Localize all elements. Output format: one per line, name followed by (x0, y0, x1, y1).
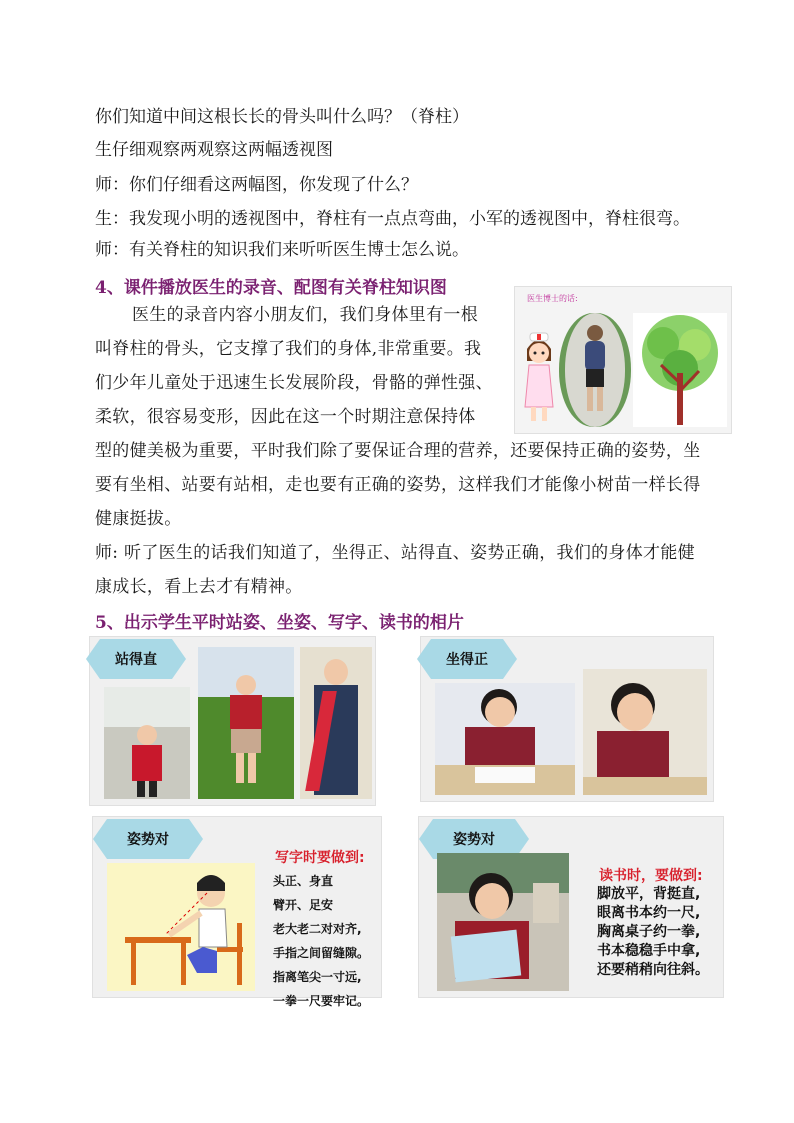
child-photo (559, 313, 631, 427)
panel-sit-upright (420, 636, 714, 802)
tag-label: 姿势对 (453, 832, 495, 848)
text-line-5: 师：有关脊柱的知识我们来听听医生博士怎么说。 (95, 240, 469, 260)
caption-line: 手指之间留缝隙。 (273, 946, 370, 960)
photo-student-standing-2 (198, 647, 294, 799)
caption-line: 老大老二对对齐, (273, 922, 362, 936)
writing-illustration (107, 863, 255, 991)
paragraph-line: 医生的录音内容小朋友们，我们身体里有一根 (132, 305, 478, 325)
section-4-paragraph-long (95, 434, 755, 536)
tag-label: 姿势对 (127, 832, 169, 848)
caption-line: 胸离桌子约一拳, (597, 924, 701, 940)
panel-reading-posture (418, 816, 724, 998)
photo-student-sitting-1 (435, 683, 575, 795)
section-4-heading: 4、课件播放医生的录音、配图有关脊柱知识图 (95, 278, 447, 298)
tree-illustration (633, 313, 727, 427)
caption-line: 头正、身直 (273, 874, 334, 888)
paragraph-line: 要有坐相、站要有站相，走也要有正确的姿势，这样我们才能像小树苗一样长得 (95, 475, 701, 495)
tag-label: 站得直 (115, 652, 157, 668)
caption-line: 书本稳稳手中拿, (597, 943, 701, 959)
text-line-4: 生：我发现小明的透视图中，脊柱有一点点弯曲，小军的透视图中，脊柱很弯。 (95, 209, 690, 229)
caption-line: 眼离书本约一尺, (597, 905, 701, 921)
teacher-note (95, 536, 755, 604)
panel-stand-straight (89, 636, 376, 806)
paragraph-line: 柔软，很容易变形，因此在这一个时期注意保持体 (95, 407, 476, 427)
text-line-3: 师：你们仔细看这两幅图，你发现了什么？ (95, 175, 418, 195)
photo-student-reading (437, 853, 569, 991)
caption-line: 脚放平，背挺直, (597, 886, 701, 902)
reading-caption-title: 读书时，要做到: (599, 868, 703, 884)
text-line-1: 你们知道中间这根长长的骨头叫什么吗？（脊柱） (95, 107, 469, 127)
nurse-illustration (519, 327, 559, 427)
text-line-2: 生仔细观察两观察这两幅透视图 (95, 140, 333, 160)
doctor-caption: 医生博士的话: (527, 294, 578, 303)
paragraph-line: 健康挺拔。 (95, 509, 182, 529)
paragraph-line: 们少年儿童处于迅速生长发展阶段，骨骼的弹性强、 (95, 373, 493, 393)
caption-line: 一拳一尺要牢记。 (273, 994, 370, 1008)
writing-caption-list (273, 869, 369, 1013)
panel-writing-posture (92, 816, 382, 1008)
paragraph-line: 康成长，看上去才有精神。 (95, 577, 303, 597)
paragraph-line: 叫脊柱的骨头，它支撑了我们的身体,非常重要。我 (95, 339, 482, 359)
caption-line: 还要稍稍向往斜。 (597, 962, 709, 978)
caption-line: 指离笔尖一寸远, (273, 970, 362, 984)
photo-student-standing-1 (104, 687, 190, 799)
paragraph-line: 师: 听了医生的话我们知道了，坐得正、站得直、姿势正确，我们的身体才能健 (95, 543, 695, 563)
photo-student-standing-3 (300, 647, 372, 799)
photo-student-sitting-2 (583, 669, 707, 795)
section-5-heading: 5、出示学生平时站姿、坐姿、写字、读书的相片 (95, 613, 464, 633)
section-4-paragraph-short (95, 298, 515, 434)
doctor-figure (514, 286, 732, 434)
writing-caption-title: 写字时要做到: (275, 850, 365, 866)
paragraph-line: 型的健美极为重要，平时我们除了要保证合理的营养，还要保持正确的姿势，坐 (95, 441, 701, 461)
tag-label: 坐得正 (446, 652, 488, 668)
reading-caption-list (597, 885, 709, 980)
caption-line: 臂开、足安 (273, 898, 334, 912)
